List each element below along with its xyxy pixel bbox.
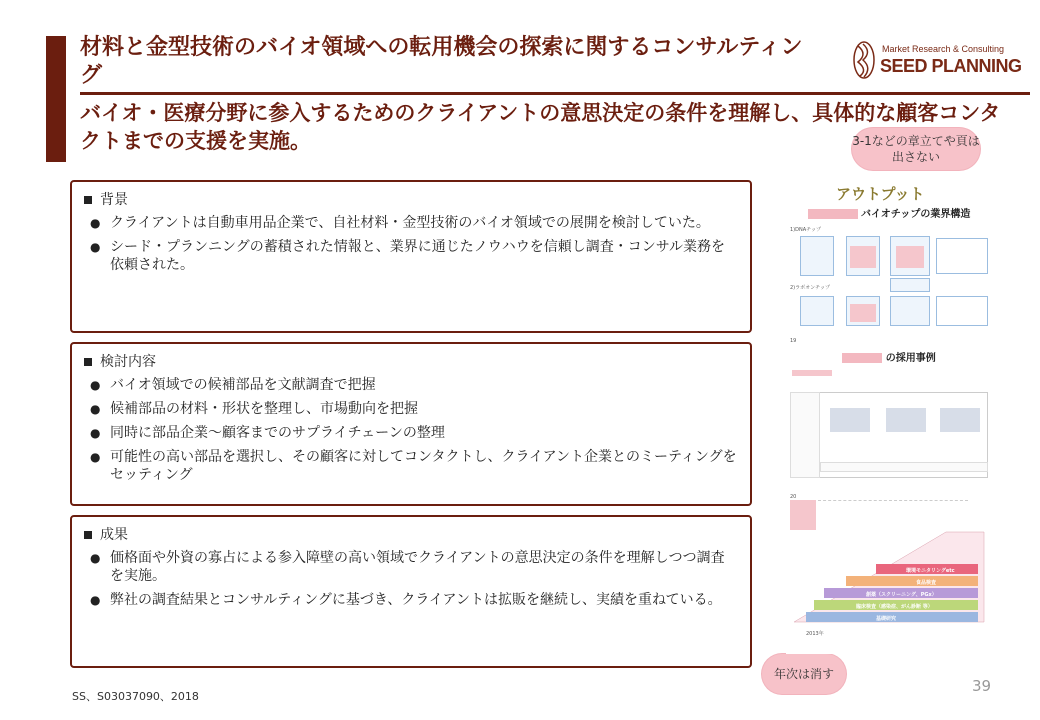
band-label: 基礎研究	[876, 616, 897, 622]
background-section	[70, 180, 752, 333]
title-divider	[80, 92, 1030, 95]
roadmap-year: 2013年	[806, 631, 824, 637]
thumbnail-title: の採用事例	[885, 353, 936, 364]
logo-seed-icon	[852, 40, 876, 80]
list-item: ● 同時に部品企業〜顧客までのサプライチェーンの整理	[84, 424, 738, 442]
section-heading: 背景	[100, 192, 128, 208]
band-label: 臨床検査（感染症、がん診断 等）	[856, 604, 933, 610]
list-item: ● バイオ領域での候補部品を文献調査で把握	[84, 376, 738, 394]
list-item: ● 可能性の高い部品を選択し、その顧客に対してコンタクトし、クライアント企業とのミーティングをセッティング	[84, 448, 738, 484]
logo-name: SEED PLANNING	[880, 56, 1022, 76]
thumbnail-label: 1)DNAチップ	[790, 227, 821, 233]
output-thumbnail-market-roadmap	[786, 494, 992, 654]
redaction-mark	[842, 353, 882, 363]
diagram-block	[800, 296, 834, 326]
diagram-block	[890, 296, 930, 326]
page-subtitle: バイオ・医療分野に参入するためのクライアントの意思決定の条件を理解し、具体的な顧客コンタクトまでの支援を実施。	[80, 101, 1001, 153]
product-image	[830, 408, 870, 432]
band-label: 食品検査	[916, 580, 937, 586]
redaction-mark	[850, 304, 876, 322]
redaction-mark	[896, 246, 924, 268]
square-bullet-icon	[84, 196, 92, 204]
title-accent-bar	[46, 36, 66, 162]
band-food	[846, 576, 978, 586]
review-note-cloud: 3-1などの章立てや頁は出さない	[852, 128, 980, 170]
diagram-block	[936, 296, 988, 326]
redaction-mark	[792, 370, 832, 376]
band-label: 創薬（スクリーニング、PGx）	[866, 592, 937, 598]
table-row	[820, 462, 988, 472]
section-heading: 成果	[100, 527, 128, 543]
band-label: 環境モニタリングetc	[906, 568, 955, 574]
logo-tagline: Market Research & Consulting	[882, 44, 1005, 54]
results-section	[70, 515, 752, 668]
seed-planning-logo	[852, 40, 1022, 80]
list-item: ● クライアントは自動車用品企業で、自社材料・金型技術のバイオ領域での展開を検討していた。	[84, 214, 738, 232]
year-note-cloud: 年次は消す	[762, 654, 846, 694]
output-title: アウトプット	[836, 185, 925, 203]
redaction-mark	[850, 246, 876, 268]
section-heading: 検討内容	[100, 354, 156, 370]
square-bullet-icon	[84, 358, 92, 366]
redaction-mark	[808, 209, 858, 219]
square-bullet-icon	[84, 531, 92, 539]
diagram-block	[890, 278, 930, 292]
thumbnail-page-number: 20	[790, 494, 797, 500]
output-thumbnail-adoption-cases	[786, 352, 992, 488]
product-image	[940, 408, 980, 432]
thumbnail-page-number: 19	[790, 338, 797, 344]
list-item: ● 価格面や外資の寡占による参入障壁の高い領域でクライアントの意思決定の条件を理解しつつ調査を実施。	[84, 549, 738, 585]
list-item: ● 候補部品の材料・形状を整理し、市場動向を把握	[84, 400, 738, 418]
list-item: ● 弊社の調査結果とコンサルティングに基づき、クライアントは拡販を継続し、実績を重ねている。	[84, 591, 738, 609]
output-thumbnail-industry-structure	[786, 208, 992, 348]
list-item: ● シード・プランニングの蓄積された情報と、業界に通じたノウハウを信頼し調査・コンサル業務を依頼された。	[84, 238, 738, 274]
thumbnail-title: バイオチップの業界構造	[861, 209, 971, 220]
diagram-block	[936, 238, 988, 274]
product-image	[886, 408, 926, 432]
page-number: 39	[972, 677, 992, 695]
study-section	[70, 342, 752, 506]
thumbnail-label: 2)ラボオンチップ	[790, 285, 830, 291]
page-title: 材料と金型技術のバイオ領域への転用機会の探索に関するコンサルティング	[80, 35, 803, 88]
table-header-column	[790, 392, 820, 478]
footer-reference: SS、S03037090、2018	[72, 690, 199, 703]
diagram-block	[800, 236, 834, 276]
